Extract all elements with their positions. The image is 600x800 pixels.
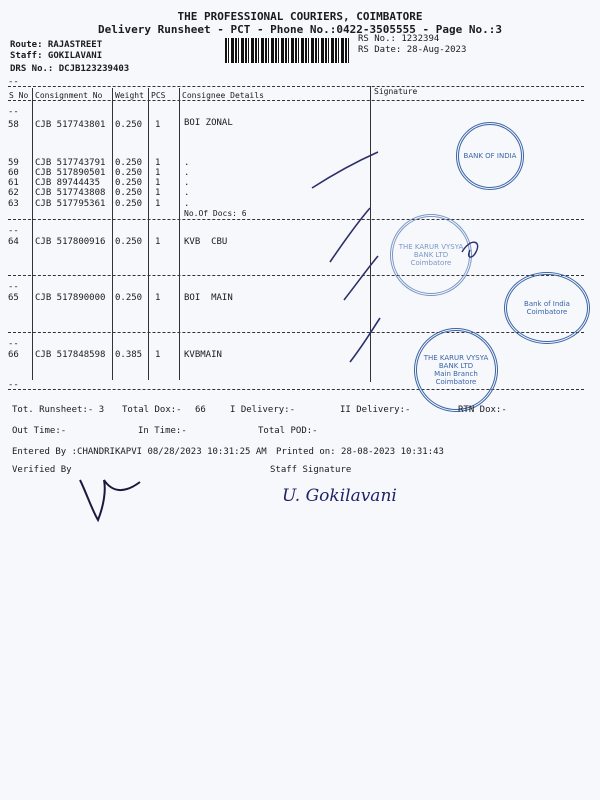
drs-number: DRS No.: DCJB123239403 (10, 64, 130, 74)
row-sno: 60 (8, 168, 19, 178)
signature-stroke (462, 242, 478, 257)
row-details: . (184, 168, 190, 178)
row-cno: CJB 89744435 (35, 178, 101, 188)
signature-stroke (350, 318, 380, 362)
col-weight: Weight (115, 91, 144, 100)
row-sno: 59 (8, 158, 19, 168)
row-details: . (184, 199, 190, 209)
row-sno: 66 (8, 350, 19, 360)
in-time: In Time:- (138, 426, 187, 436)
verified-by-label: Verified By (12, 465, 72, 475)
row-weight: 0.250 (115, 120, 143, 130)
row-details: BOI ZONAL (184, 118, 233, 128)
rtn-dox: RTN Dox:- (458, 405, 507, 415)
row-cno: CJB 517800916 (35, 237, 106, 247)
row-details: KVB CBU (184, 237, 228, 247)
row-pcs: 1 (155, 158, 161, 168)
row-weight: 0.250 (115, 188, 143, 198)
boi-main-stamp-text: Bank of India Coimbatore (524, 300, 570, 316)
out-time: Out Time:- (12, 426, 67, 436)
row-pcs: 1 (155, 188, 161, 198)
row-pcs: 1 (155, 350, 161, 360)
row-pcs: 1 (155, 120, 161, 130)
row-details: KVBMAIN (184, 350, 222, 360)
no-of-docs: No.Of Docs: 6 (184, 209, 247, 218)
row-pcs: 1 (155, 199, 161, 209)
boi-zonal-stamp-text: BANK OF INDIA (463, 152, 517, 160)
row-pcs: 1 (155, 178, 161, 188)
row-sno: 62 (8, 188, 19, 198)
row-sno: 61 (8, 178, 19, 188)
staff-signature-label: Staff Signature (270, 465, 352, 475)
kvb-cbu-stamp-text: THE KARUR VYSYA BANK LTD Coimbatore (398, 243, 464, 267)
row-details: . (184, 158, 190, 168)
row-cno: CJB 517848598 (35, 350, 106, 360)
row-sno: 64 (8, 237, 19, 247)
row-weight: 0.385 (115, 350, 143, 360)
row-weight: 0.250 (115, 178, 143, 188)
row-weight: 0.250 (115, 168, 143, 178)
signature-stroke (330, 208, 370, 262)
col-details: Consignee Details (182, 91, 264, 100)
staff-label: Staff: GOKILAVANI (10, 51, 103, 61)
company-title: THE PROFESSIONAL COURIERS, COIMBATORE (177, 10, 423, 23)
row-details: . (184, 178, 190, 188)
row-cno: CJB 517743808 (35, 188, 106, 198)
row-weight: 0.250 (115, 293, 143, 303)
col-sno: S No (9, 91, 29, 100)
row-details: . (184, 188, 190, 198)
row-details: BOI MAIN (184, 293, 233, 303)
row-cno: CJB 517743791 (35, 158, 106, 168)
col-pcs: PCS (151, 91, 166, 100)
entered-by: Entered By :CHANDRIKAPVI 08/28/2023 10:31:25 AM (12, 447, 267, 457)
rs-date: RS Date: 28-Aug-2023 (358, 45, 467, 55)
printed-on: Printed on: 28-08-2023 10:31:43 (276, 447, 444, 457)
kvb-main-stamp-text: THE KARUR VYSYA BANK LTD Main Branch Coimbatore (423, 354, 489, 386)
row-weight: 0.250 (115, 199, 143, 209)
row-sno: 63 (8, 199, 19, 209)
total-pod: Total POD:- (258, 426, 318, 436)
col-consignment: Consignment No (35, 91, 103, 100)
i-delivery: I Delivery:- (230, 405, 296, 415)
row-pcs: 1 (155, 293, 161, 303)
staff-signed-name: U. Gokilavani (282, 486, 397, 506)
row-weight: 0.250 (115, 237, 143, 247)
row-cno: CJB 517795361 (35, 199, 106, 209)
row-cno: CJB 517743801 (35, 120, 106, 130)
row-sno: 58 (8, 120, 19, 130)
col-signature: Signature (374, 87, 418, 96)
tot-runsheet: Tot. Runsheet:- 3 (12, 405, 105, 415)
total-dox-value: 66 (195, 405, 206, 415)
row-pcs: 1 (155, 237, 161, 247)
ii-delivery: II Delivery:- (340, 405, 411, 415)
rs-number: RS No.: 1232394 (358, 34, 440, 44)
row-pcs: 1 (155, 168, 161, 178)
route-label: Route: RAJASTREET (10, 40, 103, 50)
total-dox-label: Total Dox:- (122, 405, 182, 415)
verified-signature (80, 480, 140, 520)
row-cno: CJB 517890000 (35, 293, 106, 303)
row-weight: 0.250 (115, 158, 143, 168)
row-sno: 65 (8, 293, 19, 303)
signature-stroke (312, 152, 378, 188)
runsheet-subtitle: Delivery Runsheet - PCT - Phone No.:0422-3505555 - Page No.:3 (98, 23, 502, 36)
row-cno: CJB 517890501 (35, 168, 106, 178)
signature-stroke (344, 256, 378, 300)
